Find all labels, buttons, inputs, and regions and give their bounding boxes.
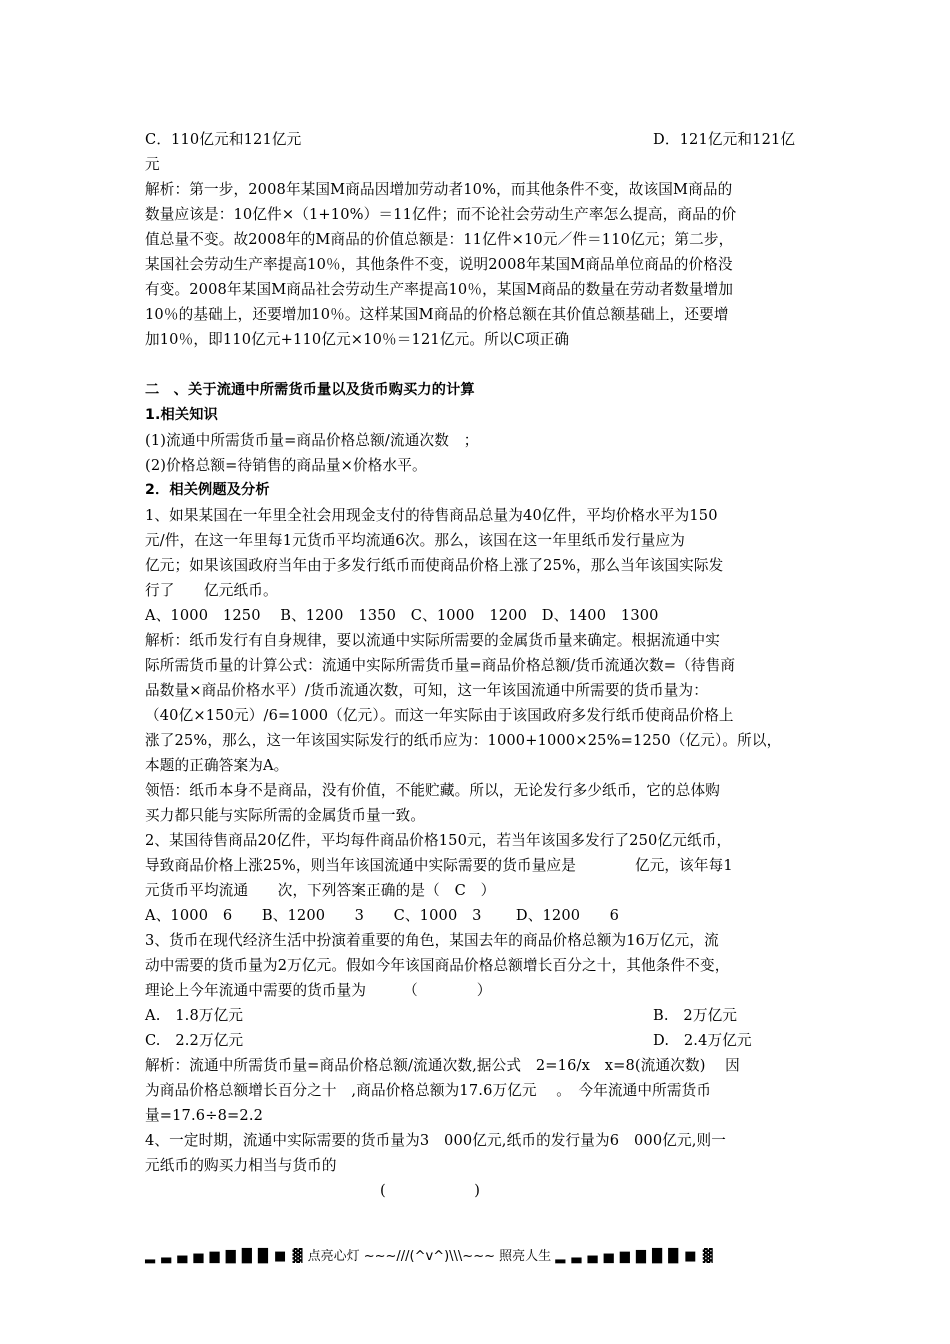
footer-decoration-left: ▂ ▃ ▄ ▅ ▆ ▇ █ █ ■ ▓: [145, 1249, 304, 1264]
page-content: [145, 127, 813, 1203]
question-3-options-ab: [145, 1003, 813, 1028]
question-1-insight: 买力都只能与实际所需的金属货币量一致。: [145, 807, 426, 824]
question-2-line: 导致商品价格上涨25%，则当年该国流通中实际需要的货币量应是 亿元，该年每1: [145, 857, 733, 874]
spacer: [145, 352, 813, 378]
question-3-line: 理论上今年流通中需要的货币量为 （ ）: [145, 982, 492, 999]
question-3-options-cd: [145, 1028, 813, 1053]
question-1-line: 行了 亿元纸币。: [145, 582, 278, 599]
footer-slogan: 点亮心灯 ~~~///(^v^)\\\~~~ 照亮人生: [307, 1249, 552, 1264]
analysis-line: 加10％，即110亿元+110亿元×10％＝121亿元。所以C项正确: [145, 331, 570, 348]
subheading-knowledge: 1.相关知识: [145, 407, 218, 423]
question-1-analysis: 本题的正确答案为A。: [145, 757, 289, 774]
option-row-cd: [145, 127, 813, 152]
question-1-line: 1、如果某国在一年里全社会用现金支付的待售商品总量为40亿件，平均价格水平为150: [145, 507, 718, 524]
analysis-line: 数量应该是：10亿件×（1+10%）＝11亿件；而不论社会劳动生产率怎么提高，商品的价: [145, 206, 737, 223]
page-footer: [145, 1247, 825, 1267]
question-3-option-b: B. 2万亿元: [653, 1007, 738, 1024]
question-1-analysis: 涨了25%，那么，这一年该国实际发行的纸币应为：1000+1000×25%=1250（亿元）。所以，: [145, 732, 782, 749]
question-1-line: 亿元；如果该国政府当年由于多发行纸币而使商品价格上涨了25%，那么当年该国实际发: [145, 557, 724, 574]
text-line: 元: [145, 156, 160, 173]
question-2-line: 元货币平均流通 次，下列答案正确的是（ C ）: [145, 882, 496, 899]
question-2-line: 2、某国待售商品20亿件，平均每件商品价格150元，若当年该国多发行了250亿元纸币，: [145, 832, 732, 849]
option-d: D．121亿元和121亿: [653, 131, 796, 148]
question-1-options: A、1000 1250 B、1200 1350 C、1000 1200 D、1400 1300: [145, 607, 659, 624]
question-3-analysis: 为商品价格总额增长百分之十 ,商品价格总额为17.6万亿元 。 今年流通中所需货币: [145, 1082, 712, 1099]
question-3-analysis: 量=17.6÷8=2.2: [145, 1107, 264, 1124]
knowledge-line: (2)价格总额=待销售的商品量×价格水平。: [145, 457, 427, 474]
question-1-analysis: 际所需货币量的计算公式：流通中实际所需货币量=商品价格总额/货币流通次数=（待售商: [145, 657, 736, 674]
question-1-analysis: 品数量×商品价格水平）/货币流通次数，可知，这一年该国流通中所需要的货币量为：: [145, 682, 708, 699]
question-3-line: 3、货币在现代经济生活中扮演着重要的角色，某国去年的商品价格总额为16万亿元，流: [145, 932, 719, 949]
analysis-line: 值总量不变。故2008年的M商品的价值总额是：11亿件×10元／件＝110亿元；第二步，: [145, 231, 734, 248]
question-4-line: 元纸币的购买力相当与货币的: [145, 1157, 337, 1174]
analysis-line: 某国社会劳动生产率提高10％，其他条件不变，说明2008年某国M商品单位商品的价格没: [145, 256, 733, 273]
question-3-option-c: C. 2.2万亿元: [145, 1032, 244, 1049]
question-4-answer-blank: ( ): [380, 1182, 481, 1199]
subheading-examples: 2．相关例题及分析: [145, 482, 270, 498]
question-3-option-d: D. 2.4万亿元: [653, 1032, 752, 1049]
question-1-analysis: 解析：纸币发行有自身规律，要以流通中实际所需要的金属货币量来确定。根据流通中实: [145, 632, 721, 649]
knowledge-line: (1)流通中所需货币量=商品价格总额/流通次数 ；: [145, 432, 479, 449]
option-c: C．110亿元和121亿元: [145, 131, 302, 148]
analysis-line: 有变。2008年某国M商品社会劳动生产率提高10％，某国M商品的数量在劳动者数量增加: [145, 281, 734, 298]
section-title: 二 、关于流通中所需货币量以及货币购买力的计算: [145, 382, 475, 398]
analysis-line: 解析：第一步，2008年某国M商品因增加劳动者10%，而其他条件不变，故该国M商品的: [145, 181, 733, 198]
question-1-line: 元/件，在这一年里每1元货币平均流通6次。那么，该国在这一年里纸币发行量应为: [145, 532, 685, 549]
analysis-line: 10％的基础上，还要增加10％。这样某国M商品的价格总额在其价值总额基础上，还要增: [145, 306, 729, 323]
question-3-analysis: 解析：流通中所需货币量=商品价格总额/流通次数,据公式 2=16/x x=8(流通次数) 因: [145, 1057, 740, 1074]
question-3-option-a: A. 1.8万亿元: [145, 1007, 244, 1024]
question-4-line: 4、一定时期，流通中实际需要的货币量为3 000亿元,纸币的发行量为6 000亿元,则一: [145, 1132, 727, 1149]
question-3-line: 动中需要的货币量为2万亿元。假如今年该国商品价格总额增长百分之十，其他条件不变，: [145, 957, 730, 974]
question-2-options: A、1000 6 B、1200 3 C、1000 3 D、1200 6: [145, 907, 620, 924]
question-1-analysis: （40亿×150元）/6=1000（亿元）。而这一年实际由于该国政府多发行纸币使商品价格上: [145, 707, 734, 724]
footer-decoration-right: ▂ ▃ ▄ ▅ ▆ ▇ █ █ ■ ▓: [555, 1249, 714, 1264]
question-1-insight: 领悟：纸币本身不是商品，没有价值，不能贮藏。所以，无论发行多少纸币，它的总体购: [145, 782, 721, 799]
